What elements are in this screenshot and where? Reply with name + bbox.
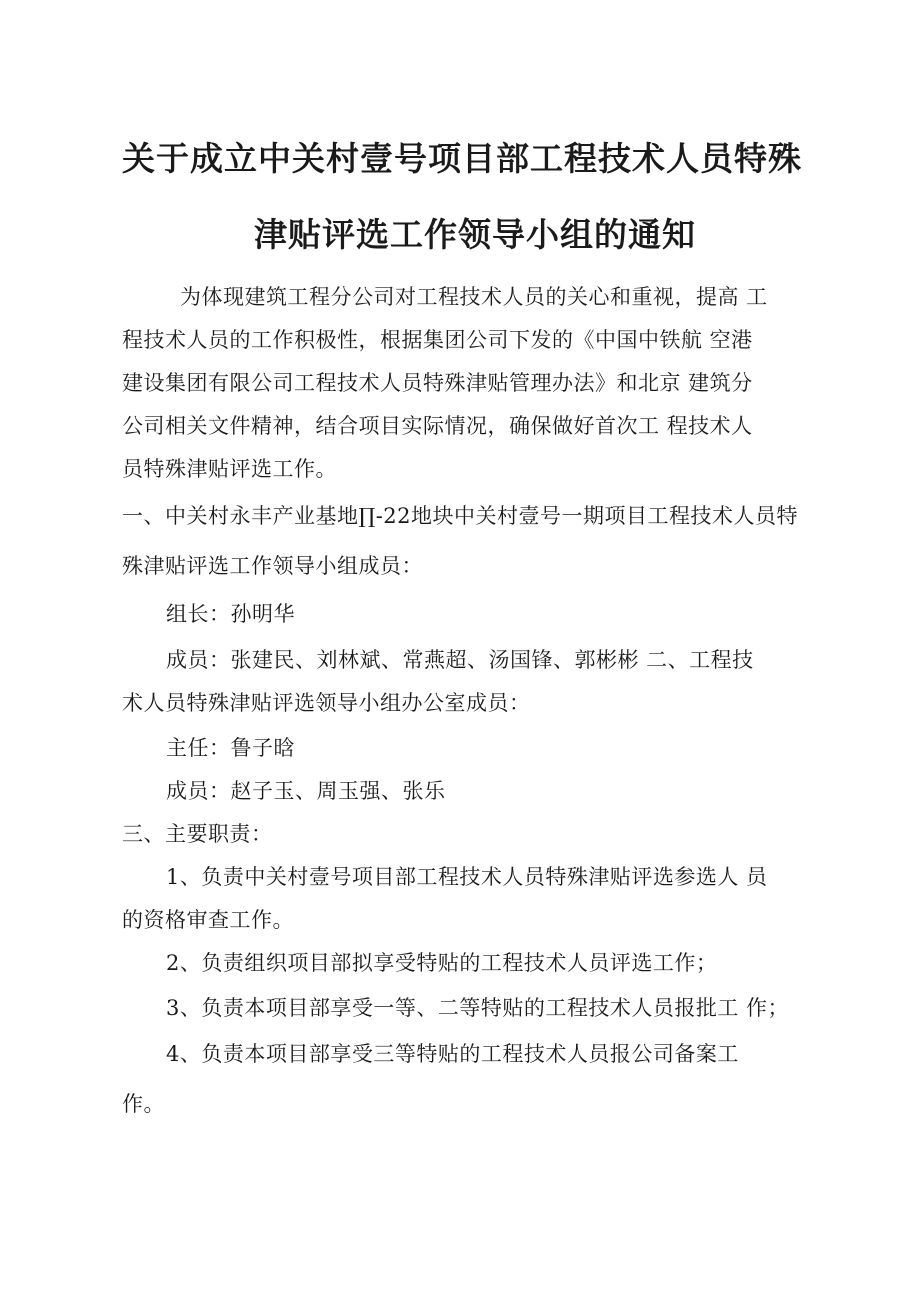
duty2-line: 2、负责组织项目部拟享受特贴的工程技术人员评选工作； <box>166 951 718 975</box>
director-line: 主任：鲁子晗 <box>166 736 295 760</box>
intro-line-5: 员特殊津贴评选工作。 <box>122 457 337 481</box>
document-title-line-2: 津贴评选工作领导小组的通知 <box>254 215 696 254</box>
duty1-line-1: 1、负责中关村壹号项目部工程技术人员特殊津贴评选参选人 员 <box>166 865 768 889</box>
document-title-line-1: 关于成立中关村壹号项目部工程技术人员特殊 <box>122 139 802 178</box>
duty4-line-1: 4、负责本项目部享受三等特贴的工程技术人员报公司备案工 <box>166 1042 739 1066</box>
section1-line-1: 一、中关村永丰产业基地∏-22地块中关村壹号一期项目工程技术人员特 <box>122 504 799 528</box>
duty3-line: 3、负责本项目部享受一等、二等特贴的工程技术人员报批工 作； <box>166 996 790 1020</box>
duty4-line-2: 作。 <box>122 1092 165 1116</box>
intro-line-2: 程技术人员的工作积极性，根据集团公司下发的《中国中铁航 空港 <box>122 328 753 352</box>
office-members-line: 成员：赵子玉、周玉强、张乐 <box>166 779 446 803</box>
duty1-line-2: 的资格审查工作。 <box>122 908 294 932</box>
intro-line-1: 为体现建筑工程分公司对工程技术人员的关心和重视，提高 工 <box>180 285 768 309</box>
section1-line-2: 殊津贴评选工作领导小组成员： <box>122 554 423 578</box>
intro-line-4: 公司相关文件精神，结合项目实际情况，确保做好首次工 程技术人 <box>122 414 753 438</box>
members-line-1: 成员：张建民、刘林斌、常燕超、汤国锋、郭彬彬 二、工程技 <box>166 648 754 672</box>
section3-heading: 三、主要职责： <box>122 822 273 846</box>
leader-line: 组长：孙明华 <box>166 602 295 626</box>
intro-line-3: 建设集团有限公司工程技术人员特殊津贴管理办法》和北京 建筑分 <box>122 371 753 395</box>
members-line-2: 术人员特殊津贴评选领导小组办公室成员： <box>122 691 531 715</box>
